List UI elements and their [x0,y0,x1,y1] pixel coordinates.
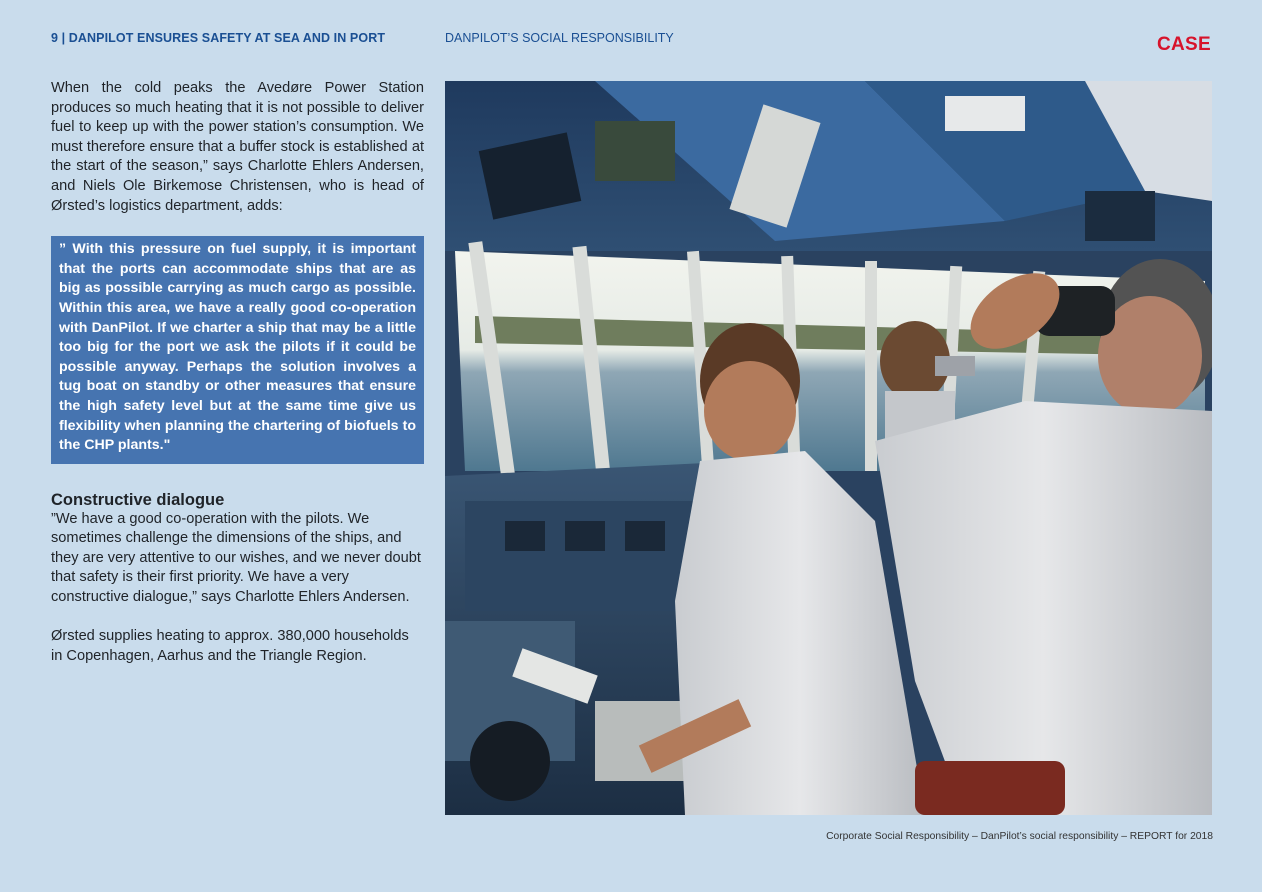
section-title: DANPILOT’S SOCIAL RESPONSIBILITY [445,31,674,45]
dialogue-paragraph: ”We have a good co-operation with the pilots. We sometimes challenge the dimensions of the ships, and they are very attentive to our wishes, and we never doubt that safety is their first priority. We have a very constructive dialogue,” says Charlotte Ehlers Andersen. [51,510,421,606]
article-column [51,79,424,666]
section-subheading: Constructive dialogue [51,490,225,509]
case-label: CASE [1157,34,1211,55]
page-footer: Corporate Social Responsibility – DanPilot’s social responsibility – REPORT for 2018 [826,831,1213,842]
page-number-header: 9 | DANPILOT ENSURES SAFETY AT SEA AND IN PORT [51,31,386,45]
pull-quote: ” With this pressure on fuel supply, it is important that the ports can accommodate ships that are as big as possible carrying as much cargo as possible. Within this area, we have a really good co-operation with DanPilot. If we charter a ship that may be a little too big for the port we ask the pilots if it could be possible anyway. Perhaps the solution involves a tug boat on standby or other measures that ensure the high safety level but at the same time give us flexibility when planning the chartering of biofuels to the CHP plants." [51,236,424,464]
ship-bridge-photo [445,81,1212,815]
closing-paragraph: Ørsted supplies heating to approx. 380,000 households in Copenhagen, Aarhus and the Triangle Region. [51,628,409,664]
intro-paragraph: When the cold peaks the Avedøre Power Station produces so much heating that it is not possible to deliver fuel to keep up with the power station’s consumption. We must therefore ensure that a buffer stock is established at the start of the season,” says Charlotte Ehlers Andersen, and Niels Ole Birkemose Christensen, who is head of Ørsted’s logistics department, adds: [51,80,424,214]
